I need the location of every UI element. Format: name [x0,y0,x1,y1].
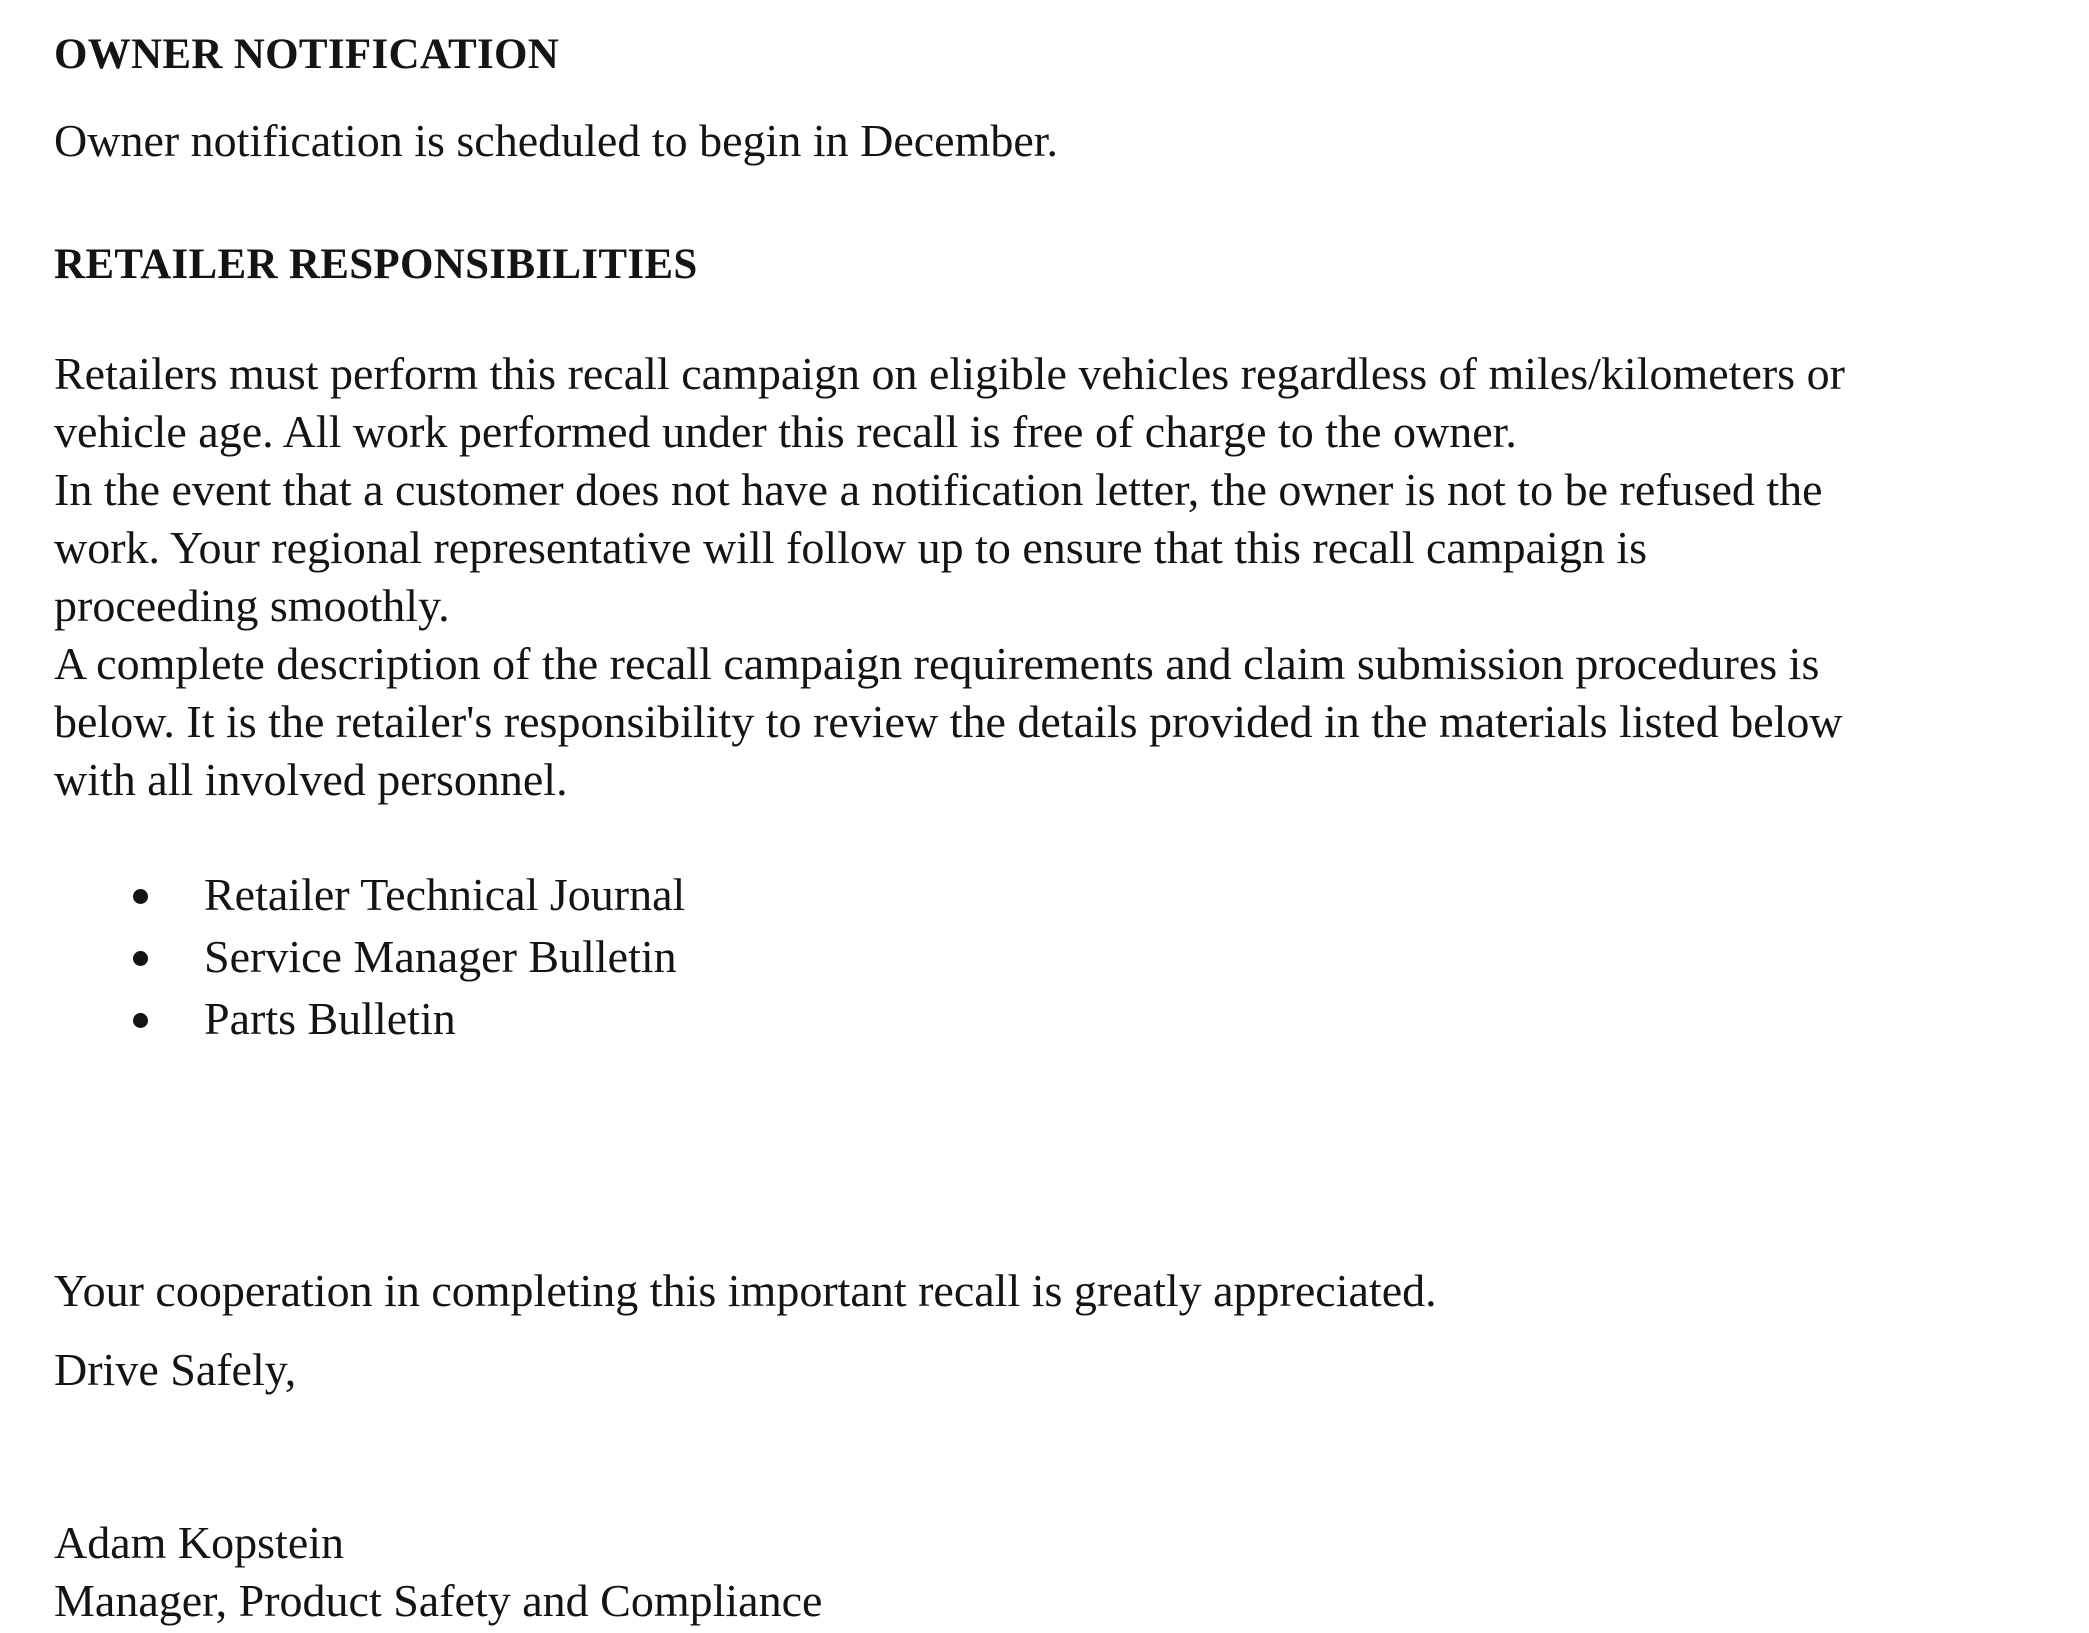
bullet-icon [133,951,148,966]
owner-notification-heading: OWNER NOTIFICATION [54,31,560,78]
appreciation-text: Your cooperation in completing this important recall is greatly appreciated. [54,1265,1437,1316]
signer-title: Manager, Product Safety and Compliance [54,1575,823,1626]
list-item-text: Service Manager Bulletin [204,931,677,982]
list-item-text: Parts Bulletin [204,993,456,1044]
paragraph-line: proceeding smoothly. [54,580,450,631]
bullet-icon [133,889,148,904]
paragraph-line: with all involved personnel. [54,754,568,805]
paragraph-line: below. It is the retailer's responsibility to review the details provided in the materials listed below [54,696,1843,747]
bullet-icon [133,1013,148,1028]
paragraph-line: A complete description of the recall campaign requirements and claim submission procedures is [54,638,1820,689]
paragraph-line: In the event that a customer does not have a notification letter, the owner is not to be refused the [54,464,1823,515]
paragraph-line: Retailers must perform this recall campaign on eligible vehicles regardless of miles/kilometers or [54,348,1845,399]
paragraph-line: vehicle age. All work performed under this recall is free of charge to the owner. [54,406,1517,457]
list-item-text: Retailer Technical Journal [204,869,686,920]
owner-notification-text: Owner notification is scheduled to begin in December. [54,115,1059,166]
paragraph-line: work. Your regional representative will follow up to ensure that this recall campaign is [54,522,1647,573]
signer-name: Adam Kopstein [54,1517,345,1568]
signoff-text: Drive Safely, [54,1344,297,1395]
retailer-responsibilities-heading: RETAILER RESPONSIBILITIES [54,241,698,288]
